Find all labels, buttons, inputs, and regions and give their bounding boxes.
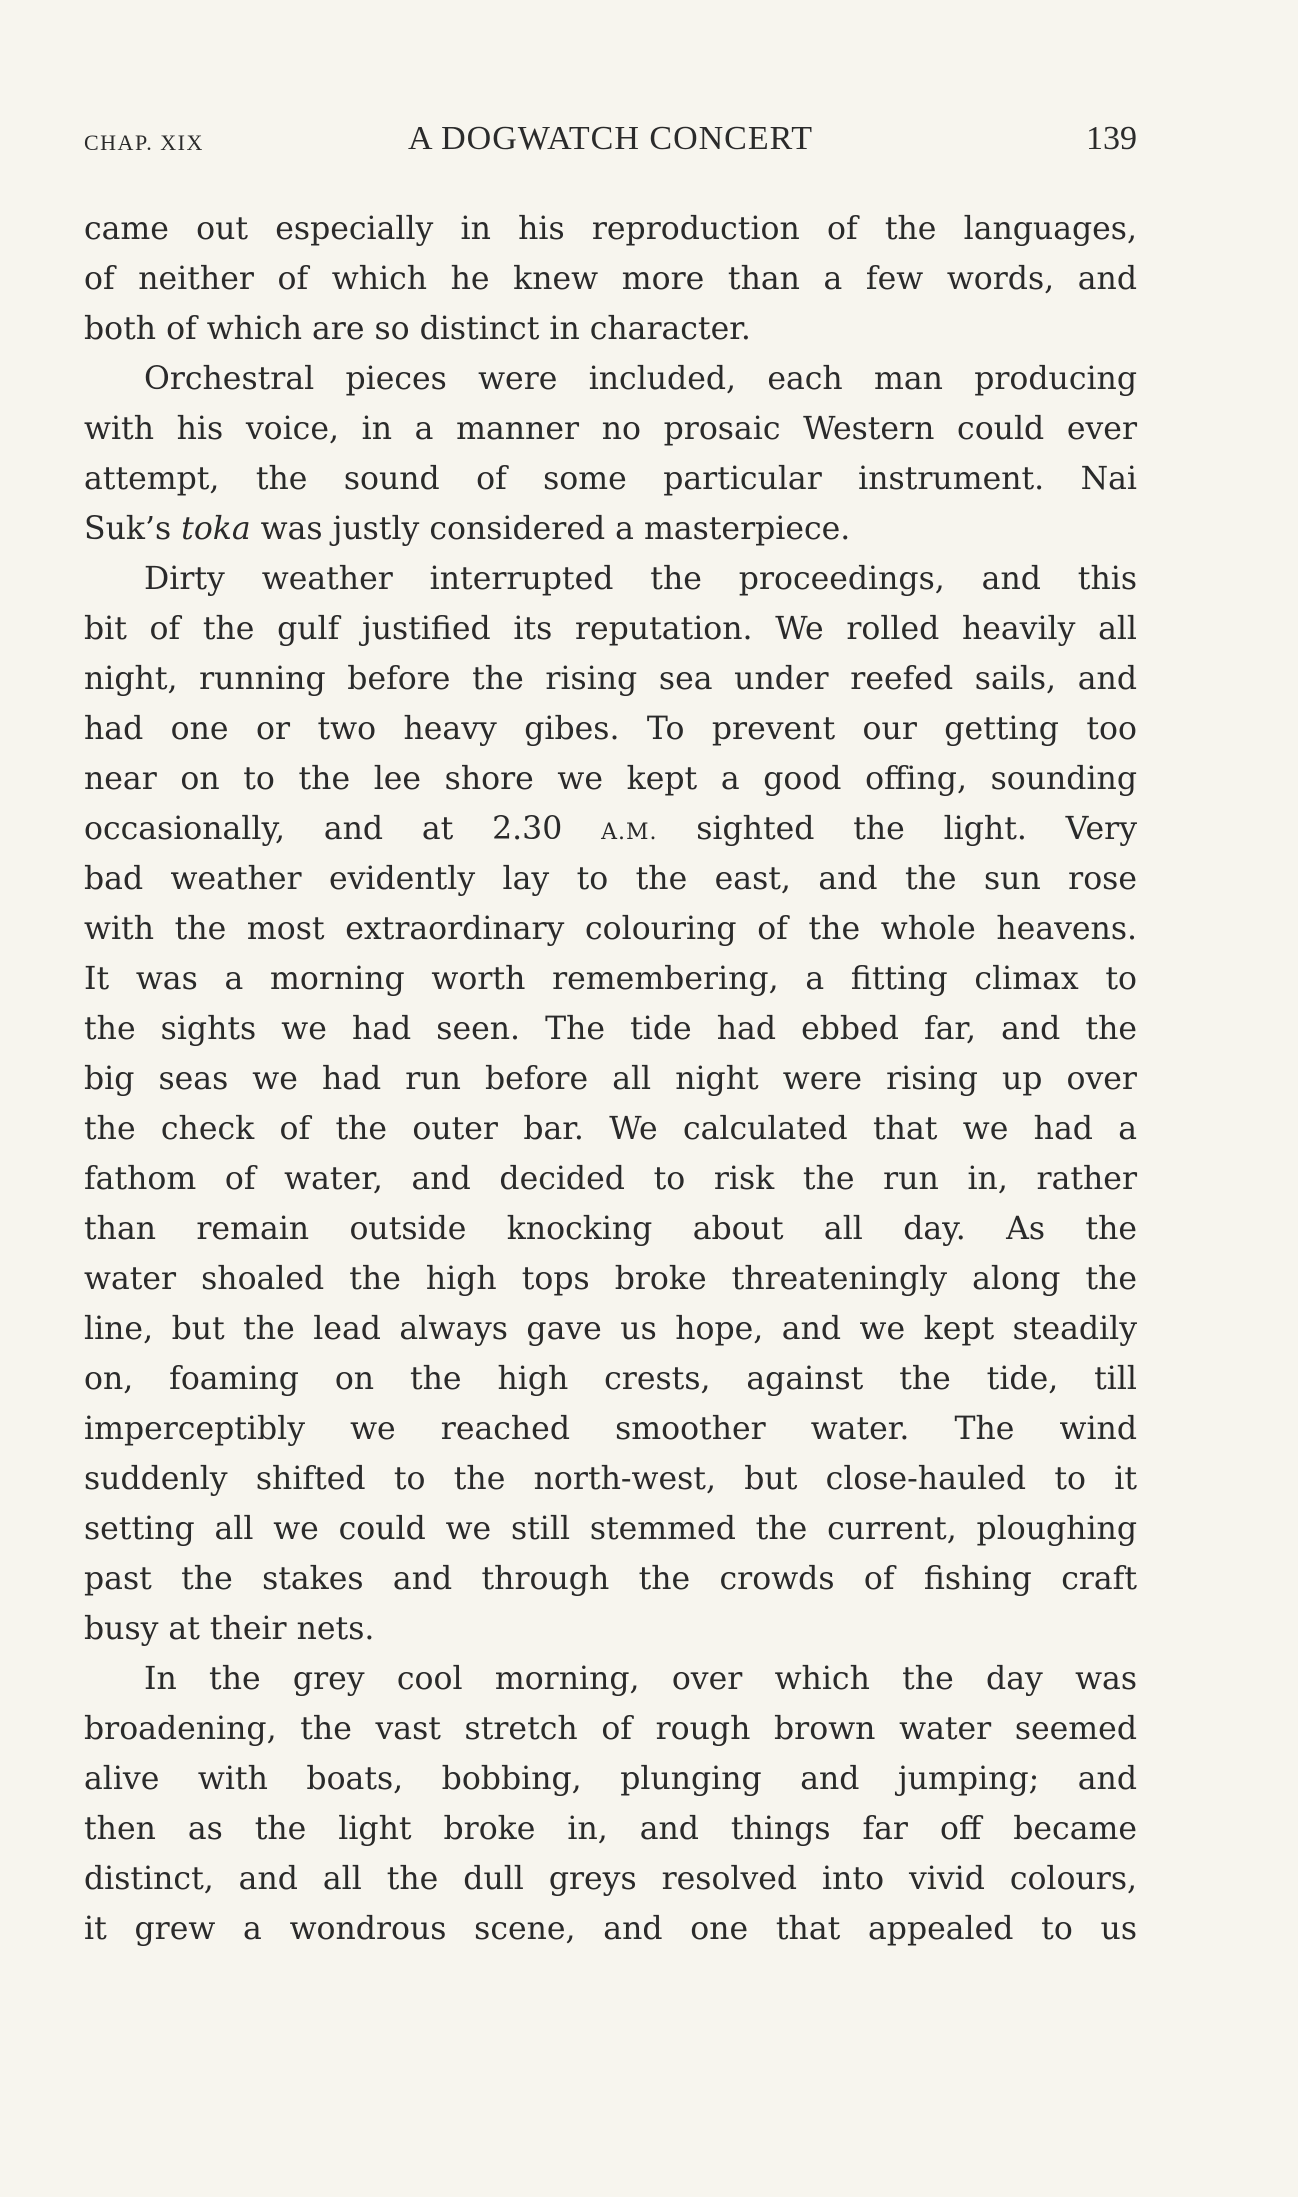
text-line: broadening, the vast stretch of rough brown water seemed: [84, 1711, 1137, 1747]
text-line: with his voice, in a manner no prosaic Western could ever: [84, 411, 1137, 447]
text-line: [84, 504, 1137, 554]
text-line: had one or two heavy gibes. To prevent our getting too: [84, 711, 1137, 747]
text-line: than remain outside knocking about all day. As the: [84, 1211, 1137, 1247]
small-caps-time: A.M.: [601, 820, 658, 845]
text-line: on, foaming on the high crests, against the tide, till: [84, 1361, 1137, 1397]
text-line: It was a morning worth remembering, a fitting climax to: [84, 961, 1137, 997]
text-line: busy at their nets.: [84, 1611, 375, 1647]
text-line: bad weather evidently lay to the east, and the sun rose: [84, 861, 1137, 897]
text-line: line, but the lead always gave us hope, and we kept steadily: [84, 1311, 1137, 1347]
text-line: of neither of which he knew more than a few words, and: [84, 261, 1137, 297]
book-page: [84, 118, 1137, 1954]
text-line: Orchestral pieces were included, each man producing: [144, 361, 1137, 397]
text-line: attempt, the sound of some particular instrument. Nai: [84, 461, 1137, 497]
running-title: A DOGWATCH CONCERT: [407, 120, 814, 157]
text-line: night, running before the rising sea under reefed sails, and: [84, 661, 1137, 697]
text-line: alive with boats, bobbing, plunging and jumping; and: [84, 1761, 1137, 1797]
text-line: came out especially in his reproduction of the languages,: [84, 211, 1137, 247]
text-line: big seas we had run before all night were rising up over: [84, 1061, 1137, 1097]
running-head: [84, 118, 1137, 166]
text-line: then as the light broke in, and things far off became: [84, 1811, 1137, 1847]
italic-word: toka: [181, 511, 251, 547]
text-line: imperceptibly we reached smoother water. The wind: [84, 1411, 1137, 1447]
text-line: distinct, and all the dull greys resolved into vivid colours,: [84, 1861, 1137, 1897]
text-line: fathom of water, and decided to risk the run in, rather: [84, 1161, 1137, 1197]
text-line: water shoaled the high tops broke threateningly along the: [84, 1261, 1137, 1297]
text-run: sighted the light. Very: [657, 811, 1138, 847]
chapter-label: CHAP. XIX: [84, 130, 204, 155]
text-line: suddenly shifted to the north-west, but close-hauled to it: [84, 1461, 1137, 1497]
text-line: bit of the gulf justified its reputation. We rolled heavily all: [84, 611, 1137, 647]
text-line: [84, 804, 1137, 854]
text-run: Suk’s: [84, 511, 182, 547]
text-line: near on to the lee shore we kept a good offing, sounding: [84, 761, 1137, 797]
body-text: [84, 204, 1137, 1954]
text-line: both of which are so distinct in character.: [84, 311, 751, 347]
text-line: setting all we could we still stemmed the current, ploughing: [84, 1511, 1137, 1547]
text-run: occasionally, and at 2.30: [84, 811, 602, 847]
text-line: past the stakes and through the crowds of fishing craft: [84, 1561, 1137, 1597]
text-line: with the most extraordinary colouring of the whole heavens.: [84, 911, 1137, 947]
page-number: 139: [1086, 120, 1137, 157]
text-line: the check of the outer bar. We calculated that we had a: [84, 1111, 1137, 1147]
text-run: was justly considered a masterpiece.: [250, 511, 851, 547]
text-line: Dirty weather interrupted the proceedings, and this: [144, 561, 1137, 597]
text-line: it grew a wondrous scene, and one that appealed to us: [84, 1911, 1137, 1947]
text-line: In the grey cool morning, over which the day was: [144, 1661, 1137, 1697]
text-line: the sights we had seen. The tide had ebbed far, and the: [84, 1011, 1137, 1047]
